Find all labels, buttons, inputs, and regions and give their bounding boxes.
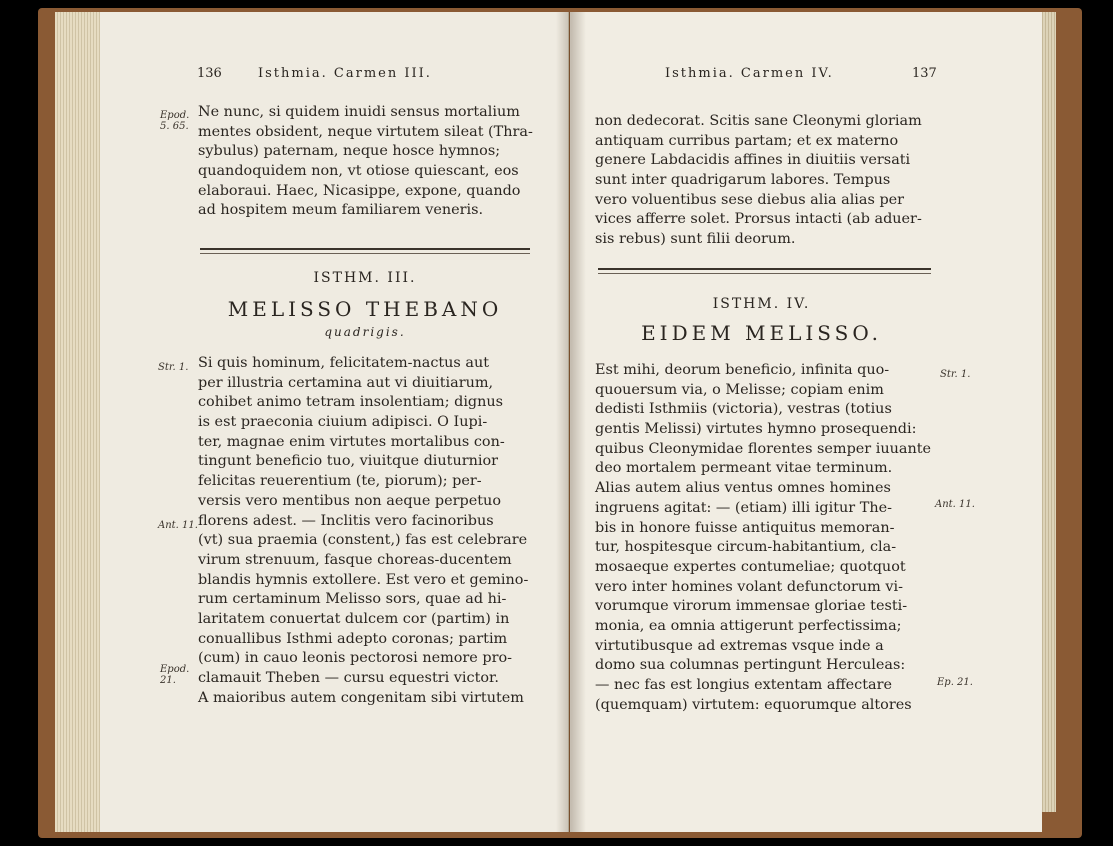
left-section-title: MELISSO THEBANO (227, 297, 503, 321)
text-line: vero inter homines volant defunctorum vi- (595, 578, 903, 595)
text-line: rum certaminum Melisso sors, quae ad hi- (198, 591, 507, 608)
left-margin-ant: Ant. 11. (158, 520, 198, 531)
left-page-number: 136 (197, 66, 222, 81)
right-margin-ant: Ant. 11. (935, 499, 975, 510)
text-line: genere Labdacidis affines in diuitiis versati (595, 152, 911, 169)
text-line: — nec fas est longius extentam affectare (595, 677, 893, 693)
text-line: florens adest. — Inclitis vero facinoribus (198, 512, 494, 529)
text-line: per illustria certamina aut vi diuitiarum, (198, 374, 494, 391)
right-margin-str: Str. 1. (940, 369, 971, 380)
section-rule-thin (598, 273, 931, 274)
text-line: deo mortalem permeant vitae terminum. (595, 460, 893, 477)
text-line: ingruens agitat: — (etiam) illi igitur The- (595, 499, 892, 516)
text-line: mentes obsident, neque virtutem sileat (Thra- (198, 123, 533, 140)
text-line: quouersum via, o Melisse; copiam enim (595, 381, 884, 398)
text-line: clamauit Theben — cursu equestri victor. (198, 670, 499, 686)
book-gutter (556, 12, 586, 832)
left-running-head: Isthmia. Carmen III. (258, 66, 432, 81)
text-line: antiquam curribus partam; et ex materno (595, 132, 899, 149)
text-line: (quemquam) virtutem: equorumque altores (595, 696, 912, 713)
text-line: bis in honore fuisse antiquitus memoran- (595, 519, 895, 536)
text-line: sunt inter quadrigarum labores. Tempus (595, 172, 891, 189)
text-line: quandoquidem non, vt otiose quiescant, eos (198, 163, 519, 180)
section-rule (200, 248, 530, 250)
text-line: A maioribus autem congenitam sibi virtutem (198, 689, 524, 706)
left-section-subtitle: quadrigis. (324, 325, 406, 339)
right-body-text (595, 361, 931, 715)
right-top-text (595, 112, 922, 250)
text-line: versis vero mentibus non aeque perpetuo (198, 492, 501, 509)
left-margin-str: Str. 1. (158, 362, 189, 373)
text-line: (cum) in cauo leonis pectorosi nemore pro- (198, 650, 513, 667)
text-line: quibus Cleonymidae florentes semper iuuante (595, 440, 932, 457)
text-line: vices afferre solet. Prorsus intacti (ab aduer- (595, 211, 922, 228)
left-section-label: ISTHM. III. (313, 270, 417, 286)
text-line: domo sua columnas pertingunt Herculeas: (595, 657, 906, 674)
right-section-title: EIDEM MELISSO. (641, 321, 882, 345)
text-line: (vt) sua praemia (constent,) fas est celebrare (198, 532, 528, 549)
text-line: dedisti Isthmiis (victoria), vestras (totius (595, 401, 892, 418)
right-page-number: 137 (912, 66, 937, 81)
left-margin-epod: Epod. 5. 65. (160, 110, 190, 132)
text-line: non dedecorat. Scitis sane Cleonymi gloriam (595, 113, 922, 129)
text-line: virtutibusque ad extremas vsque inde a (595, 637, 884, 654)
right-running-head: Isthmia. Carmen IV. (665, 66, 834, 81)
text-line: Est mihi, deorum beneficio, infinita quo- (595, 362, 890, 378)
page-edges-left (55, 12, 103, 832)
text-line: is est praeconia ciuium adipisci. O Iupi- (198, 414, 488, 431)
text-line: blandis hymnis extollere. Est vero et gemino- (198, 571, 529, 588)
text-line: vorumque virorum immensae gloriae testi- (595, 598, 908, 615)
right-section-label: ISTHM. IV. (712, 296, 811, 312)
text-line: laritatem conuertat dulcem cor (partim) in (198, 610, 510, 627)
text-line: cohibet animo tetram insolentiam; dignus (198, 394, 504, 411)
text-line: ter, magnae enim virtutes mortalibus con- (198, 433, 505, 450)
text-line: conuallibus Isthmi adepto coronas; partim (198, 630, 508, 647)
text-line: elaboraui. Haec, Nicasippe, expone, quando (198, 182, 521, 199)
text-line: sis rebus) sunt filii deorum. (595, 231, 796, 248)
left-body-text (198, 354, 528, 708)
section-rule (598, 268, 931, 270)
text-line: virum strenuum, fasque choreas-ducentem (198, 551, 512, 568)
text-line: Si quis hominum, felicitatem-nactus aut (198, 355, 490, 371)
text-line: mosaeque expertes contumeliae; quotquot (595, 558, 906, 575)
text-line: ad hospitem meum familiarem veneris. (198, 202, 484, 219)
left-top-text (198, 103, 533, 221)
text-line: monia, ea omnia attigerunt perfectissima; (595, 617, 902, 634)
text-line: felicitas reuerentium (te, piorum); per- (198, 473, 482, 490)
text-line: tur, hospitesque circum-habitantium, cla- (595, 539, 897, 556)
page-edges-right (1040, 12, 1056, 812)
right-margin-ep: Ep. 21. (937, 677, 973, 688)
section-rule-thin (200, 253, 530, 254)
left-margin-epod2: Epod. 21. (160, 664, 190, 686)
text-line: Alias autem alius ventus omnes homines (595, 480, 891, 497)
text-line: Ne nunc, si quidem inuidi sensus mortalium (198, 104, 520, 120)
text-line: gentis Melissi) virtutes hymno prosequendi: (595, 421, 917, 438)
text-line: tingunt beneficio tuo, viuitque diuturnior (198, 453, 499, 470)
text-line: sybulus) paternam, neque hosce hymnos; (198, 143, 501, 160)
text-line: vero voluentibus sese diebus alia alias per (595, 191, 905, 208)
